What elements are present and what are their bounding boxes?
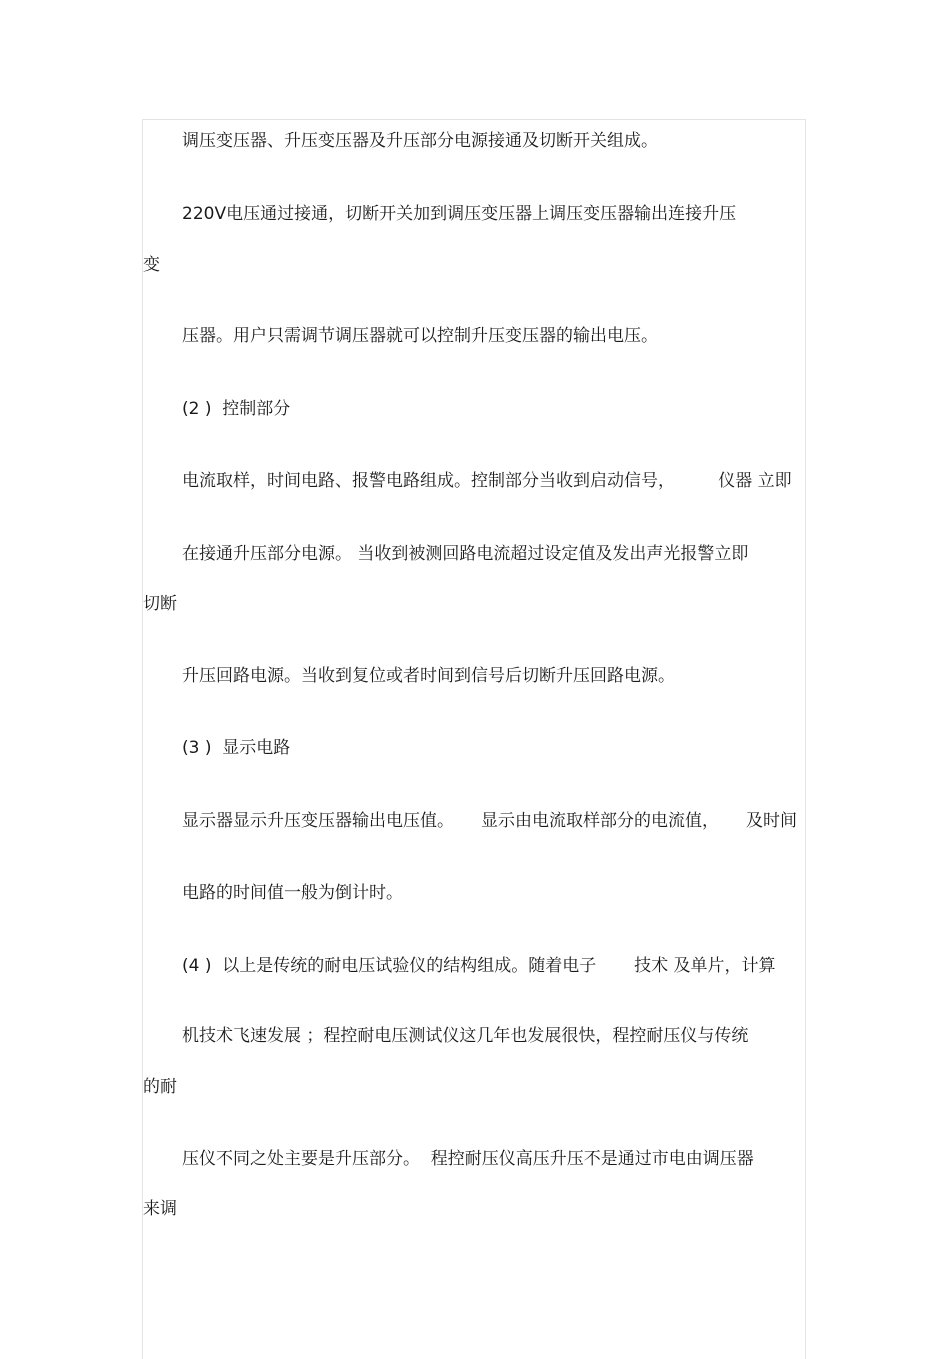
paragraph-line: 压仪不同之处主要是升压部分。 程控耐压仪高压升压不是通过市电由调压器 [182, 1149, 754, 1169]
paragraph-line: 电流取样，时间电路、报警电路组成。控制部分当收到启动信号， 仪器 立即 [182, 471, 792, 491]
paragraph-line: 切断 [143, 594, 177, 614]
paragraph-line: 来调 [143, 1199, 177, 1219]
paragraph-line: 压器。用户只需调节调压器就可以控制升压变压器的输出电压。 [182, 326, 658, 346]
paragraph-line: 机技术飞速发展 ；程控耐电压测试仪这几年也发展很快，程控耐压仪与传统 [182, 1026, 749, 1046]
paragraph-line: 220V电压通过接通，切断开关加到调压变压器上调压变压器输出连接升压 [182, 204, 737, 224]
paragraph-line: 调压变压器、升压变压器及升压部分电源接通及切断开关组成。 [182, 131, 658, 151]
section-heading: (2 ) 控制部分 [182, 399, 291, 419]
paragraph-line: 在接通升压部分电源。 当收到被测回路电流超过设定值及发出声光报警立即 [182, 544, 749, 564]
paragraph-line: 的耐 [143, 1077, 177, 1097]
paragraph-line: 显示器显示升压变压器输出电压值。 显示由电流取样部分的电流值， 及时间 [182, 811, 798, 831]
paragraph-line: 电路的时间值一般为倒计时。 [182, 883, 403, 903]
section-heading: (3 ) 显示电路 [182, 738, 291, 758]
paragraph-line: 升压回路电源。当收到复位或者时间到信号后切断升压回路电源。 [182, 666, 675, 686]
paragraph-line: (4 ) 以上是传统的耐电压试验仪的结构组成。随着电子 技术 及单片，计算 [182, 956, 776, 976]
paragraph-line: 变 [143, 255, 160, 275]
